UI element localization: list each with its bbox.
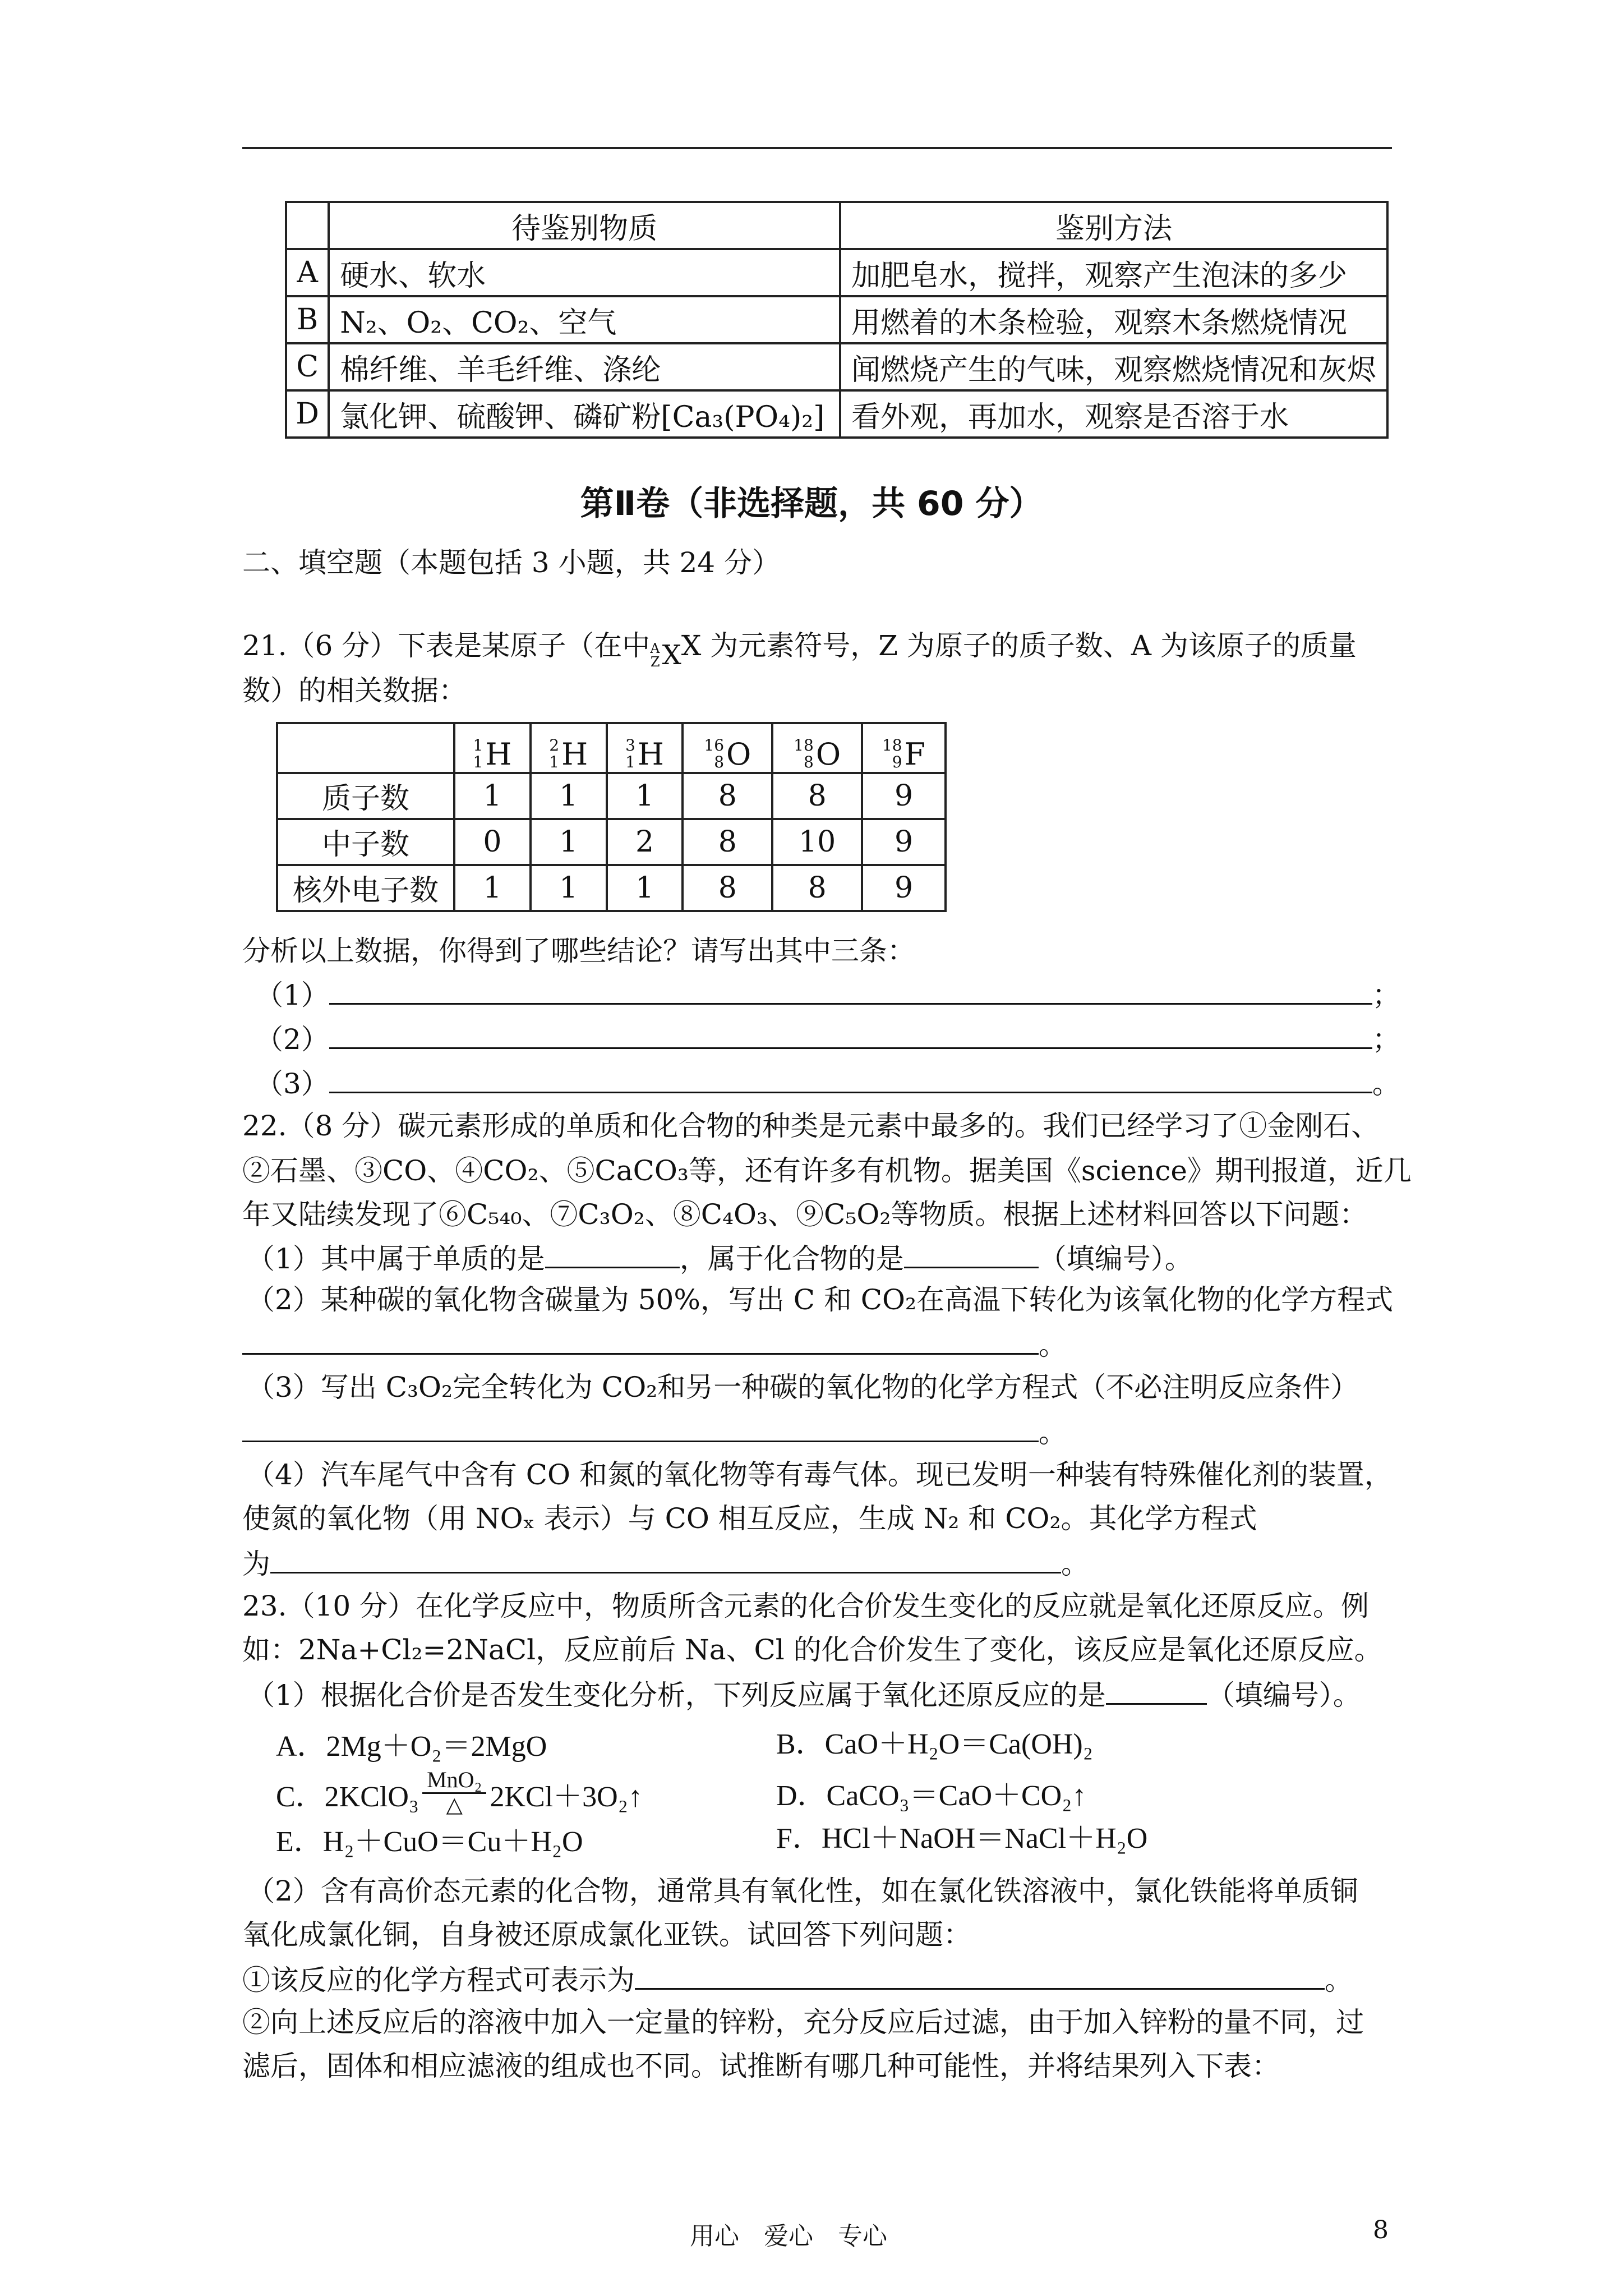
table-cell: D: [286, 390, 329, 438]
table-header-cell: [277, 723, 454, 773]
table-cell: C: [286, 343, 329, 390]
answer-number: （3）: [255, 1068, 329, 1100]
row-label: 质子数: [277, 773, 454, 819]
table-cell: 10: [772, 819, 862, 865]
answer-blank[interactable]: [270, 1543, 1061, 1573]
table-cell: 看外观，再加水，观察是否溶于水: [840, 390, 1387, 438]
table-cell: 用燃着的木条检验，观察木条燃烧情况: [840, 296, 1387, 343]
q21-line2: 数）的相关数据：: [242, 674, 467, 707]
table-cell: 1: [531, 773, 607, 819]
answer-line: [255, 1062, 1400, 1103]
table-cell: 8: [772, 865, 862, 911]
answer-line: [242, 1411, 1067, 1452]
q22-sub4-line3: [242, 1543, 1089, 1584]
q23-line1: 23.（10 分）在化学反应中，物质所含元素的化合价发生变化的反应就是氧化还原反应。例: [242, 1590, 1370, 1622]
answer-blank[interactable]: [242, 1324, 1039, 1355]
q23-sub2-line2: 氧化成氯化铜，自身被还原成氯化亚铁。试回答下列问题：: [242, 1918, 971, 1951]
q22-sub4-line2: 使氮的氧化物（用 NOₓ 表示）与 CO 相互反应，生成 N₂ 和 CO₂。其化学方程式: [242, 1502, 1257, 1535]
q21-line1: [242, 626, 1357, 675]
table-cell: 氯化钾、硫酸钾、磷矿粉[Ca₃(PO₄)₂]: [329, 390, 840, 438]
table-row: [277, 773, 946, 819]
reaction-condition: [422, 1768, 486, 1816]
answer-line: [242, 1324, 1067, 1365]
q22-sub4-text: 为: [242, 1548, 270, 1580]
table-cell: 加肥皂水，搅拌，观察产生泡沫的多少: [840, 249, 1387, 296]
table-header-cell: 鉴别方法: [840, 202, 1387, 249]
nuclide-symbol: [650, 636, 681, 675]
nuclide-header: 16 8 O: [683, 723, 772, 773]
q22-sub2: （2）某种碳的氧化物含碳量为 50%，写出 C 和 CO₂在高温下转化为该氧化物的化学方程式: [247, 1283, 1394, 1316]
table-header-cell: [286, 202, 329, 249]
table-row: [286, 249, 1387, 296]
answer-end: ；: [1372, 1023, 1400, 1056]
table-cell: 1: [531, 819, 607, 865]
q23-sub2-q2-line1: ②向上述反应后的溶液中加入一定量的锌粉，充分反应后过滤，由于加入锌粉的量不同，过: [242, 2006, 1364, 2039]
row-label: 中子数: [277, 819, 454, 865]
table-cell: N₂、O₂、CO₂、空气: [329, 296, 840, 343]
q22-line1: 22.（8 分）碳元素形成的单质和化合物的种类是元素中最多的。我们已经学习了①金刚石、: [242, 1110, 1380, 1142]
answer-blank[interactable]: [635, 1959, 1325, 1990]
table-cell: 9: [862, 865, 946, 911]
reaction-c-left: C．2KClO₃: [276, 1781, 419, 1813]
reaction-d: D．CaCO₃＝CaO＋CO₂↑: [776, 1780, 1087, 1812]
table-row: [286, 343, 1387, 390]
table-cell: 8: [683, 773, 772, 819]
q23-sub1-text: （1）根据化合价是否发生变化分析，下列反应属于氧化还原反应的是: [247, 1679, 1106, 1711]
answer-line: [255, 1018, 1400, 1059]
reaction-b: B．CaO＋H₂O＝Ca(OH)₂: [776, 1728, 1093, 1760]
table-cell: 1: [607, 773, 683, 819]
nuclide-table: [276, 722, 947, 912]
table-cell: 棉纤维、羊毛纤维、涤纶: [329, 343, 840, 390]
reaction-f: F．HCl＋NaOH＝NaCl＋H₂O: [776, 1823, 1148, 1855]
nuclide-header: 18 8 O: [772, 723, 862, 773]
atomic-number: Z: [650, 654, 660, 670]
q21-prompt: 分析以上数据，你得到了哪些结论？请写出其中三条：: [242, 935, 915, 967]
table-cell: 1: [531, 865, 607, 911]
table-header-cell: 待鉴别物质: [329, 202, 840, 249]
q22-sub1: [247, 1237, 1193, 1278]
answer-end: 。: [1039, 1329, 1067, 1361]
answer-blank[interactable]: [1106, 1674, 1207, 1705]
table-cell: 硬水、软水: [329, 249, 840, 296]
table-cell: 9: [862, 773, 946, 819]
q23-sub2-line1: （2）含有高价态元素的化合物，通常具有氧化性，如在氯化铁溶液中，氯化铁能将单质铜: [247, 1875, 1358, 1907]
q21-text-b: X 为元素符号，Z 为原子的质子数、A 为该原子的质量: [681, 629, 1357, 662]
q23-sub1-text: （填编号）。: [1206, 1679, 1361, 1711]
table-cell: 8: [772, 773, 862, 819]
table-row: [277, 865, 946, 911]
mass-number: A: [650, 641, 660, 656]
answer-number: （2）: [255, 1023, 329, 1056]
reaction-c: [276, 1766, 643, 1824]
table-cell: 2: [607, 819, 683, 865]
table-header-row: [277, 723, 946, 773]
page-number: 8: [1373, 2216, 1389, 2244]
table-header-row: [286, 202, 1387, 249]
answer-end: 。: [1325, 1964, 1353, 1996]
table-cell: 1: [454, 865, 531, 911]
answer-line: [255, 974, 1400, 1015]
answer-blank[interactable]: [545, 1237, 680, 1268]
table-row: [277, 819, 946, 865]
answer-blank[interactable]: [329, 1018, 1372, 1049]
answer-blank[interactable]: [329, 974, 1372, 1005]
answer-blank[interactable]: [242, 1411, 1039, 1442]
q23-sub2-q2-line2: 滤后，固体和相应滤液的组成也不同。试推断有哪几种可能性，并将结果列入下表：: [242, 2050, 1280, 2082]
q23-sub2-q1: [242, 1959, 1353, 2000]
q23-sub1: [247, 1674, 1361, 1715]
footer-motto: 用心 爱心 专心: [690, 2222, 887, 2251]
nuclide-header: 1 1 H: [454, 723, 531, 773]
catalyst-label: MnO₂: [422, 1768, 486, 1794]
table-cell: 0: [454, 819, 531, 865]
nuclide-header: 18 9 F: [862, 723, 946, 773]
element-symbol: X: [662, 639, 681, 671]
answer-end: 。: [1372, 1068, 1400, 1100]
table-cell: B: [286, 296, 329, 343]
reaction-e: E．H₂＋CuO＝Cu＋H₂O: [276, 1826, 583, 1858]
q23-line2: 如：2Na+Cl₂=2NaCl，反应前后 Na、Cl 的化合价发生了变化，该反应是氧化还原反应。: [242, 1634, 1382, 1666]
table-cell: 9: [862, 819, 946, 865]
q22-line3: 年又陆续发现了⑥C₅₄₀、⑦C₃O₂、⑧C₄O₃、⑨C₅O₂等物质。根据上述材料回答以下问题：: [242, 1198, 1368, 1231]
q21-text-a: 21.（6 分）下表是某原子（在中: [242, 629, 651, 662]
row-label: 核外电子数: [277, 865, 454, 911]
reaction-a: A．2Mg＋O₂＝2MgO: [276, 1731, 547, 1763]
nuclide-scripts: [650, 642, 660, 669]
table-cell: 8: [683, 819, 772, 865]
q23-sub2-q1-text: ①该反应的化学方程式可表示为: [242, 1964, 635, 1996]
table-cell: 8: [683, 865, 772, 911]
answer-number: （1）: [255, 979, 329, 1011]
answer-end: 。: [1061, 1548, 1089, 1580]
answer-blank[interactable]: [904, 1237, 1039, 1268]
nuclide-header: 2 1 H: [531, 723, 607, 773]
q22-sub1-text: （填编号）。: [1038, 1243, 1193, 1275]
section-title: 第Ⅱ卷（非选择题，共 60 分）: [580, 484, 1043, 523]
answer-end: ；: [1372, 979, 1400, 1011]
table-cell: A: [286, 249, 329, 296]
q22-sub1-text: ，属于化合物的是: [679, 1243, 904, 1275]
part-heading: 二、填空题（本题包括 3 小题，共 24 分）: [242, 546, 781, 579]
answer-end: 。: [1039, 1416, 1067, 1449]
q22-sub4-line1: （4）汽车尾气中含有 CO 和氮的氧化物等有毒气体。现已发明一种装有特殊催化剂的装置，: [247, 1458, 1393, 1491]
table-cell: 闻燃烧产生的气味，观察燃烧情况和灰烬: [840, 343, 1387, 390]
answer-blank[interactable]: [329, 1062, 1372, 1093]
table-cell: 1: [607, 865, 683, 911]
table-row: [286, 390, 1387, 438]
reaction-c-right: 2KCl＋3O₂↑: [490, 1781, 643, 1813]
q22-sub3: （3）写出 C₃O₂完全转化为 CO₂和另一种碳的氧化物的化学方程式（不必注明反应条件）: [247, 1371, 1359, 1404]
q22-sub1-text: （1）其中属于单质的是: [247, 1243, 545, 1275]
nuclide-header: 3 1 H: [607, 723, 683, 773]
identification-table: [285, 201, 1389, 439]
table-cell: 1: [454, 773, 531, 819]
heat-symbol: △: [446, 1793, 463, 1817]
table-row: [286, 296, 1387, 343]
q22-line2: ②石墨、③CO、④CO₂、⑤CaCO₃等，还有许多有机物。据美国《science》期刊报道，近几: [242, 1154, 1412, 1187]
header-rule: [242, 147, 1392, 149]
